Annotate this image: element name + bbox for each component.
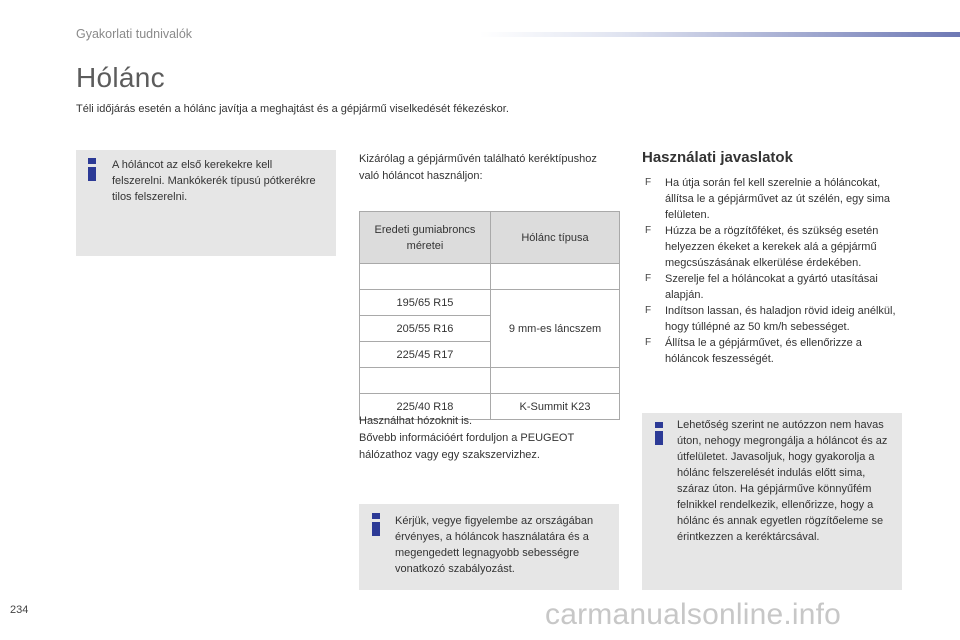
info-icon [372,513,380,535]
bullet-icon: F [645,305,652,316]
tire-intro-text: Kizárólag a gépjárművén található keréktípushoz való hóláncot használjon: [359,153,597,182]
intro-text: Téli időjárás esetén a hólánc javítja a meghajtást és a gépjármű viselkedését fékezéskor. [76,103,509,115]
watermark: carmanualsonline.info [545,598,842,631]
tire-chain-table [359,211,620,420]
info-box-front-wheels [76,150,336,256]
info-box-text: Kérjük, vegye figyelembe az országában érvényes, a hóláncok használatára és a megengedett legnagyobb sebességre vonatkozó szabályozást. [395,515,594,575]
info-icon [88,158,96,180]
snow-sock-note: Használhat hózoknit is. [359,415,473,427]
list-item: F Állítsa le a gépjárművet, és ellenőrizze a hóláncok feszességét. [645,337,862,365]
info-box-regulations [359,504,619,590]
table-spacer [360,264,620,290]
table-cell-size: 205/55 R16 [360,316,491,342]
info-box-practice [642,413,902,590]
bullet-icon: F [645,273,652,284]
table-cell-chain: K-Summit K23 [491,394,620,420]
page-number: 234 [10,604,29,616]
usage-heading: Használati javaslatok [642,149,793,166]
header-decor-bar [480,32,960,37]
table-spacer [360,368,620,394]
list-item: F Szerelje fel a hóláncokat a gyártó utasításai alapján. [645,273,878,301]
bullet-icon: F [645,225,652,236]
table-header-row [360,212,620,264]
info-icon [655,422,663,444]
bullet-icon: F [645,337,652,348]
table-cell-size: 225/40 R18 [360,394,491,420]
page-title: Hólánc [76,62,165,93]
list-item: F Ha útja során fel kell szerelnie a hóláncokat, állítsa le a gépjárművet az út szélén, egy sima felületen. [645,177,891,221]
section-header: Gyakorlati tudnivalók [76,27,193,41]
table-cell-size: 225/45 R17 [360,342,491,368]
info-box-text: A hóláncot az első kerekekre kell felszerelni. Mankókerék típusú pótkerékre tilos felszerelni. [112,159,316,203]
list-item: F Húzza be a rögzítőféket, és szükség esetén helyezzen ékeket a kerekek alá a gépjármű megcsúszásának elkerülése érdekében. [645,225,879,269]
table-header-chain: Hólánc típusa [491,212,620,264]
table-header-size: Eredeti gumiabroncs méretei [360,212,491,264]
table-cell-chain: 9 mm-es láncszem [491,290,620,368]
usage-list [642,175,904,367]
table-cell-size: 195/65 R15 [360,290,491,316]
dealer-note: Bővebb információért forduljon a PEUGEOT hálózathoz vagy egy szakszervizhez. [359,432,575,461]
info-box-text: Lehetőség szerint ne autózzon nem havas úton, nehogy megrongálja a hóláncot és az útfelületet. Javasoljuk, hogy gyakorolja a hólánc felszerelését indulás előtt sima, száraz úton. Ha gépjárműve könnyűfém felnikkel rendelkezik, ellenőrizze, hogy a hólánc és annak egyetlen rögzítőeleme se érintkezzen a keréktárcsával. [677,419,888,543]
bullet-icon: F [645,177,652,188]
tire-footer-text [359,413,619,464]
table-row [360,290,620,316]
list-item: F Indítson lassan, és haladjon rövid ideig anélkül, hogy túllépné az 50 km/h sebességet. [645,305,896,333]
